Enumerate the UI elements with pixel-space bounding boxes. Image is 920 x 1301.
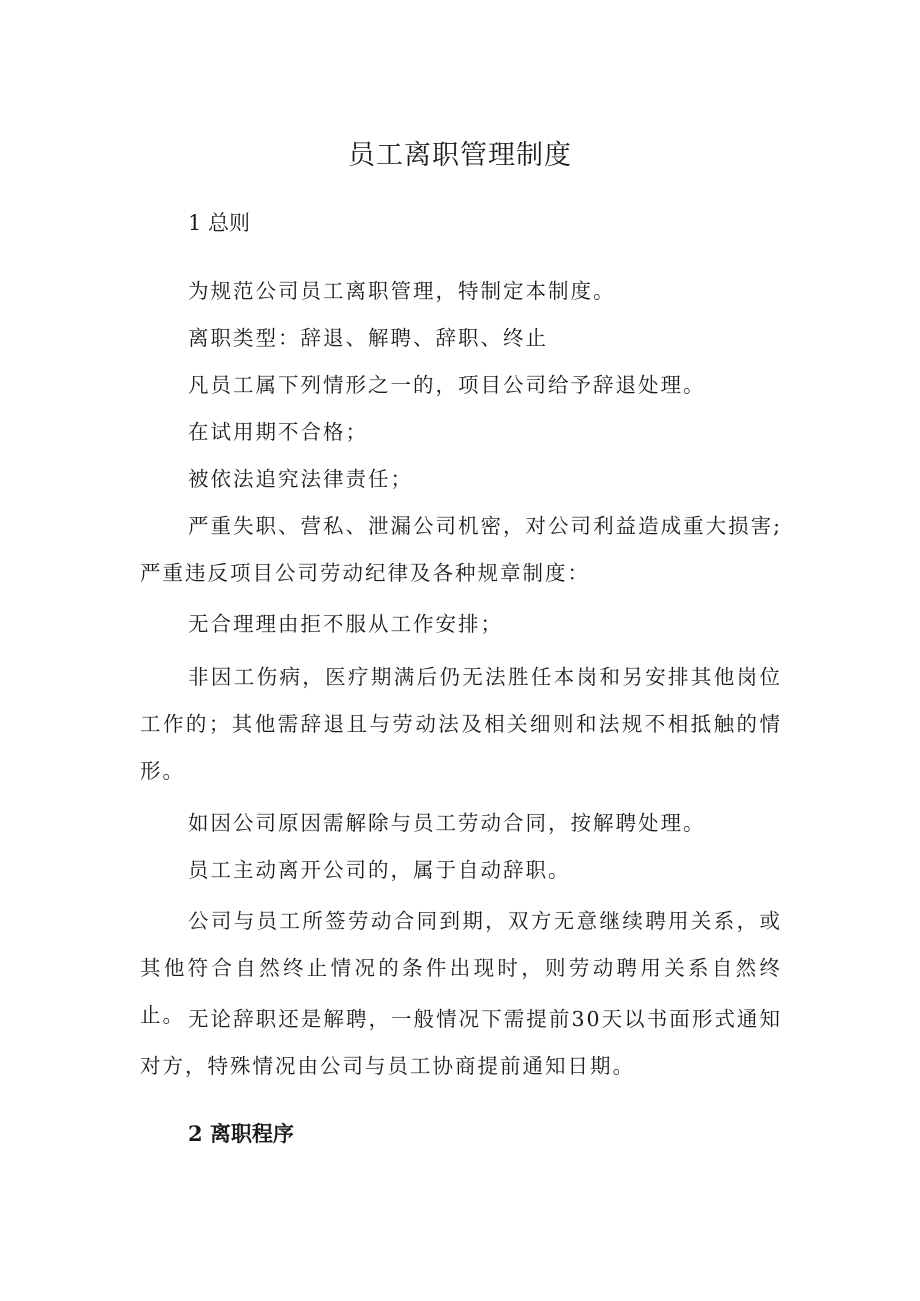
section-1-heading: 1 总则 <box>188 211 251 235</box>
paragraph: 被依法追究法律责任； <box>188 467 413 491</box>
paragraph: 严重失职、营私、泄漏公司机密，对公司利益造成重大损害;严重违反项目公司劳动纪律及各种规章制度： <box>140 514 782 585</box>
section-2-heading: 2 离职程序 <box>188 1121 294 1146</box>
paragraph: 凡员工属下列情形之一的，项目公司给予辞退处理。 <box>188 373 706 397</box>
paragraph: 公司与员工所签劳动合同到期，双方无意继续聘用关系，或其他符合自然终止情况的条件出现时，则劳动聘用关系自然终止。 <box>140 909 782 1027</box>
paragraph: 为规范公司员工离职管理，特制定本制度。 <box>188 279 616 303</box>
paragraph: 员工主动离开公司的，属于自动辞职。 <box>188 858 571 882</box>
paragraph: 如因公司原因需解除与员工劳动合同，按解聘处理。 <box>188 811 706 835</box>
document-title: 员工离职管理制度 <box>348 140 572 171</box>
paragraph: 无合理理由拒不服从工作安排； <box>188 612 503 636</box>
paragraph: 离职类型：辞退、解聘、辞职、终止 <box>188 326 548 350</box>
paragraph: 在试用期不合格； <box>188 420 368 444</box>
paragraph: 无论辞职还是解聘，一般情况下需提前30天以书面形式通知对方，特殊情况由公司与员工协商提前通知日期。 <box>140 1007 782 1078</box>
paragraph: 非因工伤病，医疗期满后仍无法胜任本岗和另安排其他岗位工作的；其他需辞退且与劳动法及相关细则和法规不相抵触的情形。 <box>140 665 782 783</box>
